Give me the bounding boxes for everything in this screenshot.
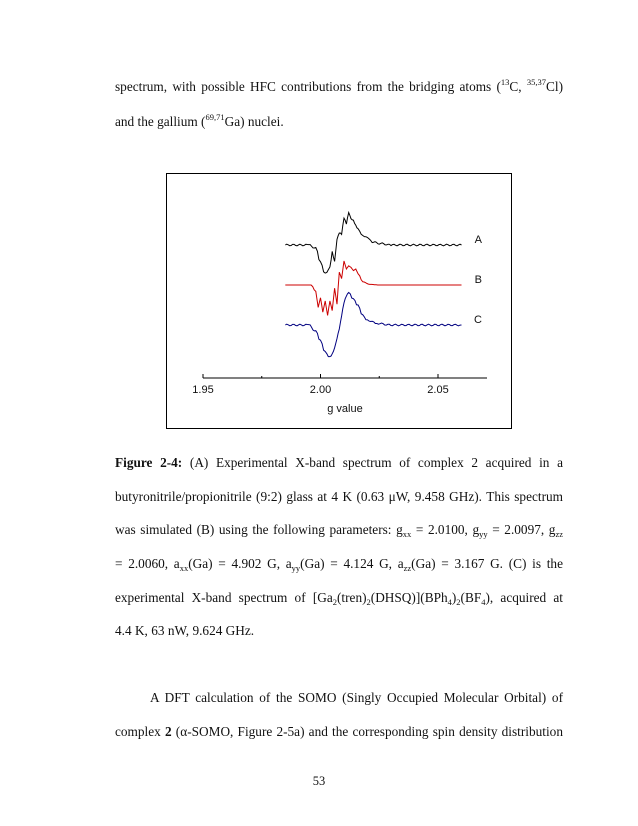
series-C-label: C [474,314,482,326]
para1-line1: spectrum, with possible HFC contributions from the bridging atoms ($^{13}$C, $^{35,37}$Cl) [115,77,563,94]
page-number: 53 [312,774,326,788]
caption-line1: Figure 2-4: (A) Experimental X-band spectrum of complex 2 acquired in a [115,455,563,470]
x-tick-label: 2.05 [427,384,449,396]
para1-line2: and the gallium ($^{69,71}$Ga) nuclei. [115,112,284,129]
x-tick-label: 1.95 [192,384,214,396]
caption-line5: experimental X-band spectrum of $[Ga_2(tren)_2(DHSQ)](BPh_4)_2(BF_4)$, acquired at [115,590,563,607]
para2-line1: A DFT calculation of the SOMO (Singly Occupied Molecular Orbital) of [150,690,563,705]
series-B-label: B [474,274,482,286]
caption-line2: butyronitrile/propionitrile (9:2) glass at 4 K (0.63 μW, 9.458 GHz). This spectrum [115,489,563,504]
caption-line6: 4.4 K, 63 nW, 9.624 GHz. [115,623,255,638]
x-axis-label: g value [327,403,363,415]
series-B-line [285,261,461,315]
epr-spectrum-figure [166,173,512,429]
epr-chart [167,174,513,430]
x-tick-label: 2.00 [309,384,332,396]
caption-line4: = 2.0060, $a_{xx}(Ga) = 4.902$ G, $a_{yy}(Ga) = 4.124$ G, $a_{zz}(Ga) = 3.167$ G. (C) is the [115,556,563,573]
series-A-line [285,213,461,274]
series-A-label: A [474,234,482,246]
caption-line3: was simulated (B) using the following parameters: $g_{xx} = 2.0100$, $g_{yy} = 2.0097$, $g_{zz}$ [115,522,563,539]
figure-label: Figure 2-4: [115,455,183,470]
para2-line2: complex 2 (α-SOMO, Figure 2-5a) and the corresponding spin density distribution [115,724,563,739]
series-C-line [285,293,461,357]
